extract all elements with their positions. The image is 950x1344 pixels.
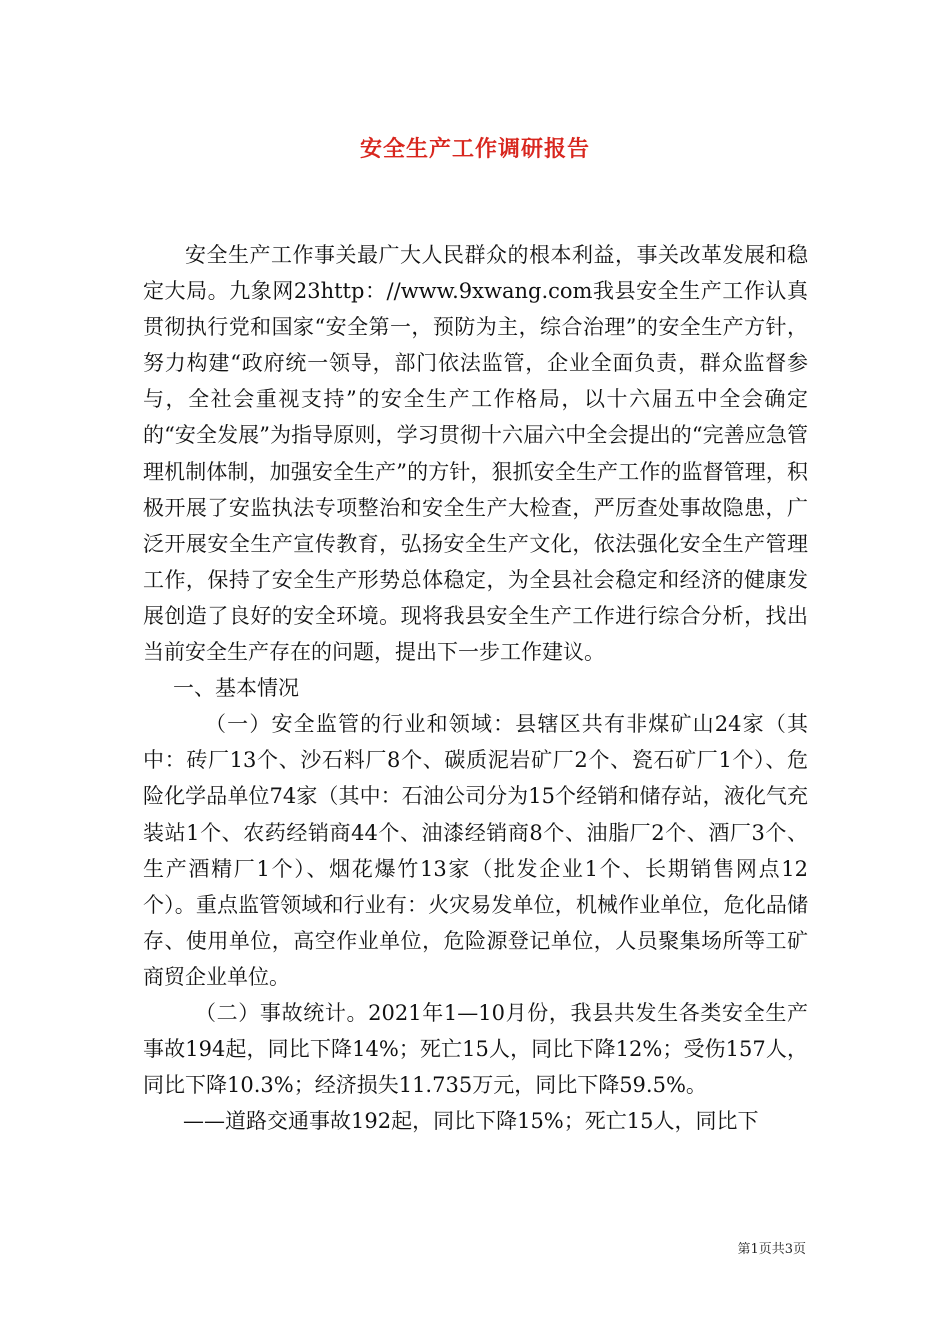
page-number: 第1页共3页 (737, 1242, 806, 1257)
page-footer (737, 1241, 806, 1259)
paragraph-road-traffic-accidents: ——道路交通事故192起，同比下降15%；死亡15人，同比下 (183, 1109, 759, 1134)
section-heading-basic-situation: 一、基本情况 (173, 676, 299, 701)
document-title: 安全生产工作调研报告 (359, 136, 590, 162)
paragraph-accident-statistics: （二）事故统计。2021年1—10月份，我县共发生各类安全生产事故194起，同比下降14%；死亡15人，同比下降12%；受伤157人，同比下降10.3%；经济损失11.735万元，同比下降59.5%。 (143, 1000, 808, 1098)
paragraph-intro: 安全生产工作事关最广大人民群众的根本利益，事关改革发展和稳定大局。九象网23http：//www.9xwang.com我县安全生产工作认真贯彻执行党和国家“安全第一，预防为主，综合治理”的安全生产方针，努力构建“政府统一领导，部门依法监管，企业全面负责，群众监督参与，全社会重视支持”的安全生产工作格局，以十六届五中全会确定的“安全发展”为指导原则，学习贯彻十六届六中全会提出的“完善应急管理机制体制，加强安全生产”的方针，狠抓安全生产工作的监督管理，积极开展了安监执法专项整治和安全生产大检查，严厉查处事故隐患，广泛开展安全生产宣传教育，弘扬安全生产文化，依法强化安全生产管理工作，保持了安全生产形势总体稳定，为全县社会稳定和经济的健康发展创造了良好的安全环境。现将我县安全生产工作进行综合分析，找出当前安全生产存在的问题，提出下一步工作建议。 (143, 243, 808, 665)
paragraph-supervised-industries: （一）安全监管的行业和领域：县辖区共有非煤矿山24家（其中：砖厂13个、沙石料厂8个、碳质泥岩矿厂2个、瓷石矿厂1个）、危险化学品单位74家（其中：石油公司分为15个经销和储存站，液化气充装站1个、农药经销商44个、油漆经销商8个、油脂厂2个、酒厂3个、生产酒精厂1个）、烟花爆竹13家（批发企业1个、长期销售网点12个）。重点监管领域和行业有：火灾易发单位，机械作业单位，危化品储存、使用单位，高空作业单位，危险源登记单位，人员聚集场所等工矿商贸企业单位。 (143, 712, 808, 989)
document-body (143, 237, 808, 1139)
